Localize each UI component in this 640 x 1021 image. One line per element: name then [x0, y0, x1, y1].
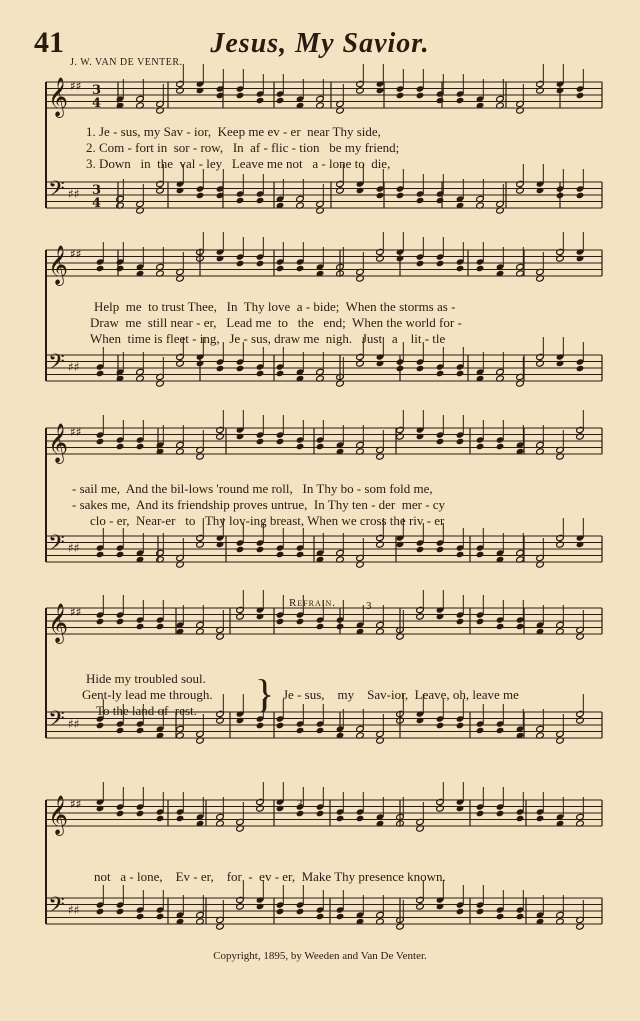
note-head — [556, 87, 565, 94]
system3-lyric-verse2: - sakes me, And its friendship proves untrue, In Thy ten - der mer - cy — [72, 497, 446, 512]
note-head — [136, 623, 145, 630]
note-head — [136, 913, 145, 920]
note-head — [476, 908, 485, 915]
note-head — [216, 365, 225, 372]
note-head — [416, 260, 425, 267]
treble-clef-icon: 𝄞 — [48, 77, 69, 117]
note-head — [176, 360, 185, 367]
note-head — [256, 260, 265, 267]
note-head — [276, 551, 285, 558]
note-head — [296, 727, 305, 734]
note-head — [456, 438, 465, 445]
key-signature-icon: ♯♯ — [68, 187, 80, 201]
note-head — [556, 541, 565, 548]
note-head — [256, 613, 265, 620]
time-signature-bottom: 4 — [92, 96, 102, 111]
note-head — [476, 265, 485, 272]
time-signature-top: 3 — [92, 83, 102, 98]
note-head — [316, 810, 325, 817]
system2-lyric-verse2: Draw me still near - er, Lead me to the end; When the world for - — [90, 315, 462, 330]
note-head — [96, 908, 105, 915]
note-head — [196, 192, 205, 199]
note-head — [496, 727, 505, 734]
note-head — [376, 360, 385, 367]
note-head — [456, 97, 465, 104]
treble-clef-icon: 𝄞 — [48, 795, 69, 835]
note-head — [96, 551, 105, 558]
note-head — [516, 623, 525, 630]
note-head — [176, 815, 185, 822]
note-head — [336, 187, 345, 194]
note-head — [536, 360, 545, 367]
note-head — [476, 727, 485, 734]
note-head — [436, 722, 445, 729]
bass-clef-icon: 𝄢 — [48, 893, 65, 923]
note-head — [416, 92, 425, 99]
note-head — [256, 903, 265, 910]
note-head — [296, 551, 305, 558]
note-head — [256, 97, 265, 104]
note-head — [396, 365, 405, 372]
note-head — [376, 255, 385, 262]
system2-lyric-verse1: Help me to trust Thee, In Thy love a - bide; When the storms as - — [94, 299, 456, 314]
note-head — [436, 546, 445, 553]
note-head — [436, 903, 445, 910]
bass-clef-icon: 𝄢 — [48, 707, 65, 737]
time-signature-bottom: 4 — [92, 196, 102, 211]
note-head — [336, 815, 345, 822]
note-head — [556, 255, 565, 262]
note-head — [476, 443, 485, 450]
note-head — [436, 97, 445, 104]
note-head — [356, 360, 365, 367]
note-head — [416, 613, 425, 620]
triplet-mark: 3 — [366, 600, 372, 612]
note-head — [136, 810, 145, 817]
note-head — [296, 443, 305, 450]
note-head — [536, 87, 545, 94]
note-head — [156, 623, 165, 630]
note-head — [356, 87, 365, 94]
note-head — [476, 618, 485, 625]
note-head — [436, 260, 445, 267]
note-head — [336, 623, 345, 630]
key-signature-icon: ♯♯ — [70, 247, 82, 261]
note-head — [456, 908, 465, 915]
note-head — [256, 722, 265, 729]
note-head — [316, 913, 325, 920]
note-head — [416, 717, 425, 724]
treble-clef-icon: 𝄞 — [48, 423, 69, 463]
note-head — [196, 541, 205, 548]
note-head — [416, 546, 425, 553]
note-head — [496, 913, 505, 920]
note-head — [276, 370, 285, 377]
note-head — [276, 805, 285, 812]
note-head — [576, 255, 585, 262]
note-head — [396, 541, 405, 548]
note-head — [556, 360, 565, 367]
note-head — [476, 810, 485, 817]
hymn-title: Jesus, My Savior. — [210, 28, 430, 59]
refrain-lyric: Je - sus, my Sav-ior, Leave, oh, leave me — [283, 687, 519, 702]
note-head — [236, 717, 245, 724]
bass-clef-icon: 𝄢 — [48, 177, 65, 207]
note-head — [236, 613, 245, 620]
note-head — [396, 255, 405, 262]
note-head — [276, 908, 285, 915]
note-head — [456, 618, 465, 625]
note-head — [316, 443, 325, 450]
note-head — [196, 360, 205, 367]
note-head — [556, 192, 565, 199]
note-head — [156, 187, 165, 194]
note-head — [296, 265, 305, 272]
note-head — [116, 551, 125, 558]
note-head — [536, 815, 545, 822]
note-head — [376, 87, 385, 94]
note-head — [436, 438, 445, 445]
system1-lyric-verse3: 3. Down in the val - ley Leave me not a - lone to die, — [86, 156, 391, 171]
key-signature-icon: ♯♯ — [68, 541, 80, 555]
note-head — [216, 717, 225, 724]
note-head — [576, 192, 585, 199]
note-head — [216, 255, 225, 262]
key-signature-icon: ♯♯ — [70, 425, 82, 439]
note-head — [176, 187, 185, 194]
note-head — [96, 805, 105, 812]
note-head — [436, 370, 445, 377]
note-head — [436, 613, 445, 620]
note-head — [456, 265, 465, 272]
key-signature-icon: ♯♯ — [70, 79, 82, 93]
system1-lyric-verse2: 2. Com - fort in sor - row, In af - flic - tion be my friend; — [86, 140, 400, 155]
note-head — [316, 623, 325, 630]
note-head — [136, 443, 145, 450]
note-head — [156, 913, 165, 920]
page-number: 41 — [34, 26, 64, 59]
note-head — [96, 438, 105, 445]
note-head — [496, 810, 505, 817]
treble-clef-icon: 𝄞 — [48, 245, 69, 285]
note-head — [96, 722, 105, 729]
note-head — [236, 197, 245, 204]
note-head — [416, 365, 425, 372]
note-head — [256, 438, 265, 445]
verse-brace: } — [255, 671, 275, 716]
note-head — [456, 805, 465, 812]
triplet-mark-2: 3 — [297, 798, 303, 810]
note-head — [276, 618, 285, 625]
note-head — [236, 260, 245, 267]
note-head — [236, 92, 245, 99]
note-head — [236, 546, 245, 553]
note-head — [236, 433, 245, 440]
system4-lyric-verse3: To the land of rest. — [96, 703, 197, 718]
note-head — [516, 187, 525, 194]
note-head — [456, 370, 465, 377]
note-head — [276, 97, 285, 104]
system2-lyric-verse3: When time is fleet - ing, Je - sus, draw me nigh. Just a lit - tle — [90, 331, 446, 346]
system3-lyric-verse1: - sail me, And the bil-lows 'round me roll, In Thy bo - som fold me, — [72, 481, 433, 496]
note-head — [516, 815, 525, 822]
system3-lyric-verse3: clo - er, Near-er to Thy lov-ing breast, When we cross the riv - er — [90, 513, 445, 528]
note-head — [376, 541, 385, 548]
note-head — [296, 618, 305, 625]
note-head — [276, 265, 285, 272]
note-head — [116, 618, 125, 625]
key-signature-icon: ♯♯ — [70, 797, 82, 811]
note-head — [576, 717, 585, 724]
note-head — [96, 618, 105, 625]
note-head — [436, 197, 445, 204]
note-head — [156, 815, 165, 822]
note-head — [136, 727, 145, 734]
note-head — [236, 903, 245, 910]
note-head — [276, 438, 285, 445]
note-head — [336, 913, 345, 920]
note-head — [516, 913, 525, 920]
note-head — [176, 87, 185, 94]
note-head — [356, 815, 365, 822]
note-head — [216, 433, 225, 440]
note-head — [416, 433, 425, 440]
system1-lyric-verse1: 1. Je - sus, my Sav - ior, Keep me ev - er near Thy side, — [86, 124, 381, 139]
bass-clef-icon: 𝄢 — [48, 350, 65, 380]
note-head — [96, 370, 105, 377]
note-head — [496, 443, 505, 450]
note-head — [116, 443, 125, 450]
note-head — [396, 192, 405, 199]
key-signature-icon: ♯♯ — [70, 605, 82, 619]
time-signature-top: 3 — [92, 183, 102, 198]
note-head — [496, 623, 505, 630]
note-head — [356, 187, 365, 194]
note-head — [456, 722, 465, 729]
note-head — [116, 810, 125, 817]
hymn-author: J. W. VAN DE VENTER. — [70, 57, 183, 68]
system4-lyric-verse1: Hide my troubled soul. — [86, 671, 206, 686]
note-head — [316, 727, 325, 734]
note-head — [296, 908, 305, 915]
note-head — [576, 365, 585, 372]
note-head — [116, 265, 125, 272]
note-head — [476, 551, 485, 558]
note-head — [256, 805, 265, 812]
note-head — [416, 903, 425, 910]
note-head — [536, 187, 545, 194]
key-signature-icon: ♯♯ — [68, 903, 80, 917]
note-head — [396, 92, 405, 99]
note-head — [256, 197, 265, 204]
note-head — [256, 370, 265, 377]
note-head — [576, 92, 585, 99]
note-head — [436, 805, 445, 812]
note-head — [456, 551, 465, 558]
note-head — [416, 197, 425, 204]
system4-lyric-verse2: Gent-ly lead me through. — [82, 687, 213, 702]
treble-clef-icon: 𝄞 — [48, 603, 69, 643]
note-head — [96, 265, 105, 272]
note-head — [576, 541, 585, 548]
note-head — [576, 433, 585, 440]
key-signature-icon: ♯♯ — [68, 717, 80, 731]
note-head — [396, 433, 405, 440]
bass-clef-icon: 𝄢 — [48, 531, 65, 561]
refrain-label: Refrain. — [289, 597, 336, 609]
note-head — [196, 87, 205, 94]
system5-lyric: not a - lone, Ev - er, for - ev - er, Make Thy presence known. — [94, 869, 446, 884]
note-head — [256, 546, 265, 553]
key-signature-icon: ♯♯ — [68, 360, 80, 374]
note-head — [236, 365, 245, 372]
note-head — [276, 722, 285, 729]
copyright-notice: Copyright, 1895, by Weeden and Van De Venter. — [213, 950, 427, 962]
note-head — [216, 541, 225, 548]
note-head — [116, 908, 125, 915]
note-head — [376, 192, 385, 199]
note-head — [116, 727, 125, 734]
